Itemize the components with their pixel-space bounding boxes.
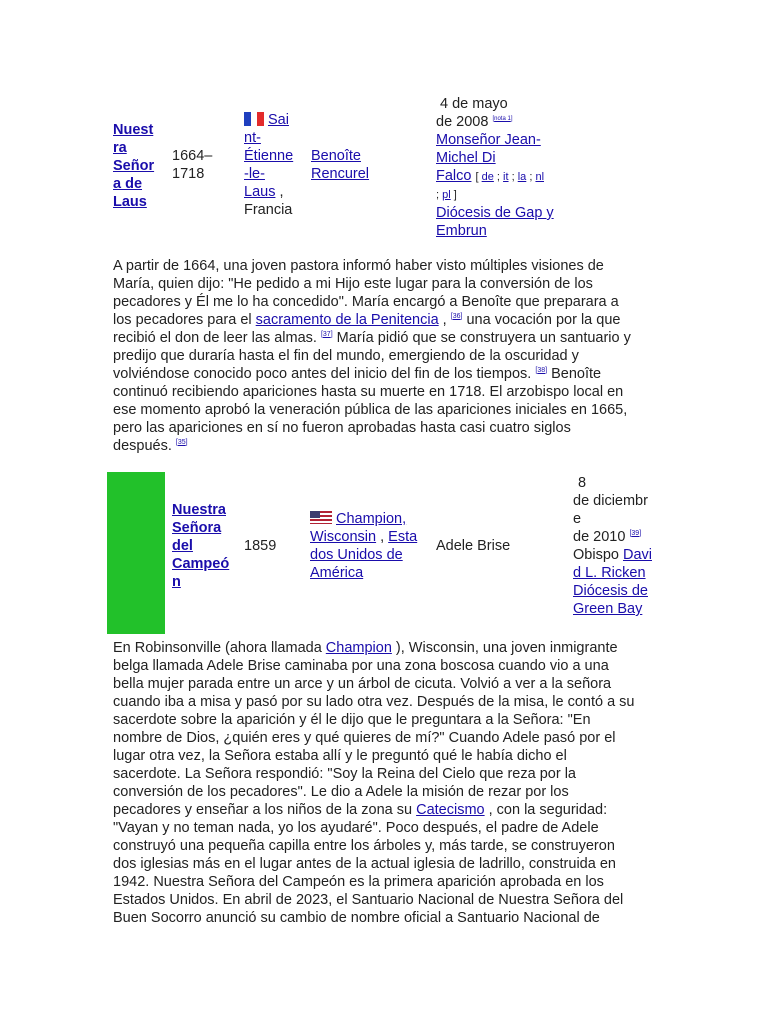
text-line: sacerdote sobre la aparición y él le dijo que le preguntara a la Señora: "En: [113, 712, 591, 728]
row1-name-line[interactable]: Señor: [113, 158, 155, 174]
row2-name-line[interactable]: n: [172, 574, 181, 590]
row2-approval: 8 de diciembr e de 2010 [39] Obispo Davi d L. Ricken Diócesis de Green Bay: [573, 474, 663, 618]
text-span: los pecadores para el: [113, 312, 256, 328]
paragraph-laus: A partir de 1664, una joven pastora informó haber visto múltiples visiones de María, quien dijo: "He pedido a mi Hijo este lugar para la conversión de los pecadores y Él me lo ha concedido". María encargó a Benoîte que preparara a los pecadores para el sacramento de la Penitencia , [36] una vocación por la que recibió el don de leer las almas. [37] María pidió que se construyera un santuario y predijo que duraría hasta el fin del mundo, emergiendo de la oscuridad y volviéndose conocido poco antes del inicio del fin de los tiempos. [38] Benoîte continuó recibiendo apariciones hasta su muerte en 1718. El arzobispo local en ese momento aprobó la veneración pública de las apariciones iniciales en 1665, pero las apariciones en sí no fueron aprobadas hasta casi cuatro siglos después. [35]: [113, 257, 673, 455]
text-span: después.: [113, 438, 176, 454]
text-line: lugar otra vez, la Señora estaba allí y le preguntó qué le había dicho el: [113, 748, 567, 764]
row2-location: Champion, Wisconsin , Esta dos Unidos de América: [310, 510, 430, 582]
location-link[interactable]: Esta: [388, 529, 418, 545]
location-link[interactable]: nt-: [244, 130, 261, 146]
row1-name-line[interactable]: a de: [113, 176, 143, 192]
text-span: En Robinsonville (ahora llamada: [113, 640, 326, 656]
approval-date: 8: [578, 475, 587, 491]
text-line: continuó recibiendo apariciones hasta su muerte en 1718. El arzobispo local en: [113, 384, 624, 400]
row1-name-line[interactable]: Laus: [113, 194, 147, 210]
text-line: dos iglesias más en el lugar antes de la actual iglesia de ladrillo, construida en: [113, 856, 616, 872]
seer-link[interactable]: Benoîte: [311, 148, 361, 164]
ref-link[interactable]: 35: [177, 439, 186, 447]
diocese-link[interactable]: Diócesis de Gap y: [436, 205, 554, 221]
row2-name-line[interactable]: Campeó: [172, 556, 230, 572]
text-line: belga llamada Adele Brise caminaba por una zona boscosa cuando vio a una: [113, 658, 609, 674]
diocese-link[interactable]: Green Bay: [573, 601, 643, 617]
text-span: , con la seguridad:: [484, 802, 608, 818]
text-line: ese momento aprobó la veneración pública de las apariciones iniciales en 1665,: [113, 402, 628, 418]
location-link[interactable]: dos Unidos de: [310, 547, 403, 563]
row1-country: Francia: [244, 202, 293, 218]
approval-date: de 2008: [436, 114, 489, 130]
row1-name-line[interactable]: Nuest: [113, 122, 154, 138]
bishop-link[interactable]: d L. Ricken: [573, 565, 646, 581]
lang-link-it[interactable]: it: [503, 171, 509, 183]
row2-name[interactable]: [172, 501, 234, 591]
text-line: construyó una pequeña capilla entre los árboles y, más tarde, se construyeron: [113, 838, 615, 854]
row2-year: 1859: [244, 538, 277, 554]
text-span: María pidió que se construyera un santuario y: [332, 330, 631, 346]
lang-link-de[interactable]: de: [481, 171, 494, 183]
lang-link-pl[interactable]: pl: [442, 189, 451, 201]
text-line: sacerdote. La Señora respondió: "Soy la Reina del Cielo que reza por la: [113, 766, 576, 782]
note-link[interactable]: nota 1: [494, 116, 511, 123]
approval-date: 4 de mayo: [440, 96, 508, 112]
bishop-link[interactable]: Davi: [622, 547, 652, 563]
ref-link[interactable]: 39: [631, 530, 640, 538]
location-link[interactable]: Laus: [244, 184, 276, 200]
text-line: 1942. Nuestra Señora del Campeón es la primera aparición aprobada en los: [113, 874, 604, 890]
text-span: pecadores y enseñar a los niños de la zona su: [113, 802, 417, 818]
location-link[interactable]: Wisconsin: [310, 529, 377, 545]
row2-name-line[interactable]: del: [172, 538, 193, 554]
row2-name-line[interactable]: Señora: [172, 520, 222, 536]
bishop-link[interactable]: Falco: [436, 168, 472, 184]
location-link[interactable]: Sai: [268, 112, 289, 128]
bishop-link[interactable]: Monseñor Jean-: [436, 132, 541, 148]
catecismo-link[interactable]: Catecismo: [416, 802, 485, 818]
row1-name[interactable]: [113, 121, 163, 211]
lang-link-la[interactable]: la: [517, 171, 527, 183]
diocese-link[interactable]: Diócesis de: [573, 583, 648, 599]
row1-years-line: 1718: [172, 166, 205, 182]
text-line: Buen Socorro anunció su cambio de nombre oficial a Santuario Nacional de: [113, 910, 600, 926]
text-line: bella mujer parada entre un arce y un árbol de cicuta. Volvió a ver a la señora: [113, 676, 612, 692]
row1-location: Sai nt- Étienne -le- Laus , Francia: [244, 111, 304, 219]
bishop-link[interactable]: Michel Di: [436, 150, 496, 166]
text-span: una vocación por la que: [462, 312, 621, 328]
text-span: volviéndose conocido poco antes del inicio del fin de los tiempos.: [113, 366, 536, 382]
text-span: Benoîte: [547, 366, 602, 382]
text-line: Estados Unidos. En abril de 2023, el Santuario Nacional de Nuestra Señora del: [113, 892, 624, 908]
lang-link-nl[interactable]: nl: [535, 171, 545, 183]
approval-date: de 2010: [573, 529, 626, 545]
row1-name-line[interactable]: ra: [113, 140, 127, 156]
text-line: nombre de Dios, ¿quién eres y qué quieres de mí?" Cuando Adele pasó por el: [113, 730, 616, 746]
row-color-block: [107, 472, 165, 634]
row1-approval: 4 de mayo de 2008 [nota 1] Monseñor Jean- Michel Di Falco [ de ; it ; la ; nl ; pl ] Diócesis de Gap y Embrun: [436, 95, 566, 240]
text-line: "Vayan y no teman nada, yo los ayudaré". Poco después, el padre de Adele: [113, 820, 599, 836]
sacramento-link[interactable]: sacramento de la Penitencia: [255, 312, 439, 328]
ref-link[interactable]: 38: [537, 367, 546, 375]
text-span: recibió el don de leer las almas.: [113, 330, 321, 346]
approval-date: e: [573, 511, 582, 527]
text-span: Obispo: [573, 547, 623, 563]
usa-flag-icon: [310, 511, 332, 524]
text-line: conversión de los pecadores". Le dio a Adele la misión de rezar por los: [113, 784, 569, 800]
row1-years: [172, 147, 212, 183]
text-line: A partir de 1664, una joven pastora informó haber visto múltiples visiones de: [113, 258, 604, 274]
text-line: María, quien dijo: "He pedido a mi Hijo este lugar para la conversión de los: [113, 276, 593, 292]
paragraph-champion: [113, 639, 673, 927]
location-link[interactable]: Étienne: [244, 148, 294, 164]
location-link[interactable]: -le-: [244, 166, 265, 182]
text-line: cuando iba a misa y pasó por su lado otra vez. Después de la misa, le contó a su: [113, 694, 635, 710]
seer-link[interactable]: Rencurel: [311, 166, 370, 182]
row1-seer[interactable]: [311, 147, 369, 183]
row2-seer: Adele Brise: [436, 538, 511, 554]
champion-link[interactable]: Champion: [325, 640, 392, 656]
ref-link[interactable]: 37: [322, 331, 331, 339]
ref-link[interactable]: 36: [452, 313, 461, 321]
text-line: predijo que duraría hasta el fin del mundo, emergiendo de la oscuridad y: [113, 348, 579, 364]
text-line: pero las apariciones en sí no fueron aprobadas hasta casi cuatro siglos: [113, 420, 571, 436]
diocese-link[interactable]: Embrun: [436, 223, 487, 239]
france-flag-icon: [244, 112, 264, 126]
location-link[interactable]: Champion,: [336, 511, 407, 527]
location-link[interactable]: América: [310, 565, 364, 581]
text-line: pecadores y Él me lo ha concedido". María encargó a Benoîte que preparara a: [113, 294, 619, 310]
row2-name-line[interactable]: Nuestra: [172, 502, 226, 518]
text-span: ), Wisconsin, una joven inmigrante: [391, 640, 618, 656]
row1-years-line: 1664–: [172, 148, 213, 164]
approval-date: de diciembr: [573, 493, 648, 509]
